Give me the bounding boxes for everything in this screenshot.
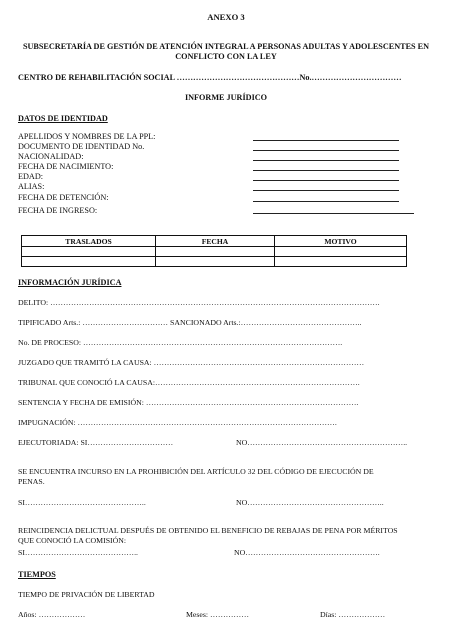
art32-question-line-2: PENAS. (18, 477, 45, 486)
recidivism-question-line-2: QUE CONOCIÓ LA COMISIÓN: (18, 536, 127, 545)
days-field[interactable]: Días: ……………… (320, 610, 386, 619)
field-name-label: APELLIDOS Y NOMBRES DE LA PPL: (18, 132, 156, 141)
tribunal-field[interactable]: TRIBUNAL QUE CONOCIÓ LA CAUSA:……………………………………………………………………. (18, 378, 360, 387)
identity-heading: DATOS DE IDENTIDAD (18, 114, 108, 123)
impugnacion-field[interactable]: IMPUGNACIÓN: ………………………………………………………………………………………. (18, 418, 337, 427)
court-field[interactable]: JUZGADO QUE TRAMITÓ LA CAUSA: ……………………………………………………………………… (18, 358, 365, 367)
sentence-field[interactable]: SENTENCIA Y FECHA DE EMISIÓN: ………………………………………………………………………. (18, 398, 359, 407)
annex-title: ANEXO 3 (207, 12, 245, 22)
art32-si-field[interactable]: SI……………………………………….. (18, 498, 146, 507)
transfer-reason-cell[interactable] (275, 247, 407, 257)
field-name-line[interactable] (253, 140, 399, 141)
legal-heading: INFORMACIÓN JURÍDICA (18, 278, 122, 287)
transfers-header-motivo: MOTIVO (275, 236, 407, 247)
table-row (22, 247, 407, 257)
years-field[interactable]: Años: ……………… (18, 610, 86, 619)
table-row (22, 257, 407, 267)
report-title: INFORME JURÍDICO (184, 93, 268, 102)
field-document-label: DOCUMENTO DE IDENTIDAD No. (18, 142, 145, 151)
tipificado-field[interactable]: TIPIFICADO Arts.: …………………………… SANCIONADO Arts.:……………………………………….. (18, 318, 362, 327)
art32-no-field[interactable]: NO…………………………………………….. (236, 498, 384, 507)
recidivism-question-line-1: REINCIDENCIA DELICTUAL DESPUÉS DE OBTENIDO EL BENEFICIO DE REBAJAS DE PENA POR MÉRITOS (18, 526, 398, 535)
field-entry-date-label: FECHA DE INGRESO: (18, 206, 98, 215)
subsecretaria-line-2: CONFLICTO CON LA LEY (175, 52, 277, 61)
transfers-header-traslados: TRASLADOS (22, 236, 156, 247)
field-age-line[interactable] (253, 180, 399, 181)
transfer-date-cell[interactable] (156, 247, 275, 257)
transfers-header-fecha: FECHA (156, 236, 275, 247)
field-entry-date-line[interactable] (253, 213, 414, 214)
transfer-reason-cell[interactable] (275, 257, 407, 267)
ejecutoriada-no-field[interactable]: NO…………………………………………………….. (236, 438, 408, 447)
field-nationality-line[interactable] (253, 160, 399, 161)
transfer-cell[interactable] (22, 257, 156, 267)
tiempos-heading: TIEMPOS (18, 570, 56, 579)
transfer-cell[interactable] (22, 247, 156, 257)
recidivism-no-field[interactable]: NO……………………………………………. (234, 548, 380, 557)
field-birthdate-label: FECHA DE NACIMIENTO: (18, 162, 114, 171)
field-age-label: EDAD: (18, 172, 44, 181)
field-alias-line[interactable] (253, 190, 399, 191)
field-alias-label: ALIAS: (18, 182, 45, 191)
subsecretaria-line-1: SUBSECRETARÍA DE GESTIÓN DE ATENCIÓN INTEGRAL A PERSONAS ADULTAS Y ADOLESCENTES EN (22, 42, 430, 51)
art32-question-line-1: SE ENCUENTRA INCURSO EN LA PROHIBICIÓN DEL ARTÍCULO 32 DEL CÓDIGO DE EJECUCIÓN DE (18, 467, 374, 476)
field-nationality-label: NACIONALIDAD: (18, 152, 84, 161)
privation-time-label: TIEMPO DE PRIVACIÓN DE LIBERTAD (18, 590, 155, 599)
ejecutoriada-si-field[interactable]: EJECUTORIADA: SI…………………………… (18, 438, 174, 447)
transfers-table (21, 235, 407, 267)
field-document-line[interactable] (253, 150, 399, 151)
field-birthdate-line[interactable] (253, 170, 399, 171)
field-detention-date-label: FECHA DE DETENCIÓN: (18, 193, 109, 202)
transfer-date-cell[interactable] (156, 257, 275, 267)
field-detention-date-line[interactable] (253, 201, 399, 202)
recidivism-si-field[interactable]: SI…………………………………….. (18, 548, 138, 557)
rehab-center-label: CENTRO DE REHABILITACIÓN SOCIAL ………………………………………No.…………………………… (18, 73, 402, 82)
months-field[interactable]: Meses: …………… (186, 610, 250, 619)
process-number-field[interactable]: No. DE PROCESO: ………………………………………………………………………………………. (18, 338, 343, 347)
delito-field[interactable]: DELITO: ………………………………………………………………………………………………………………. (18, 298, 380, 307)
